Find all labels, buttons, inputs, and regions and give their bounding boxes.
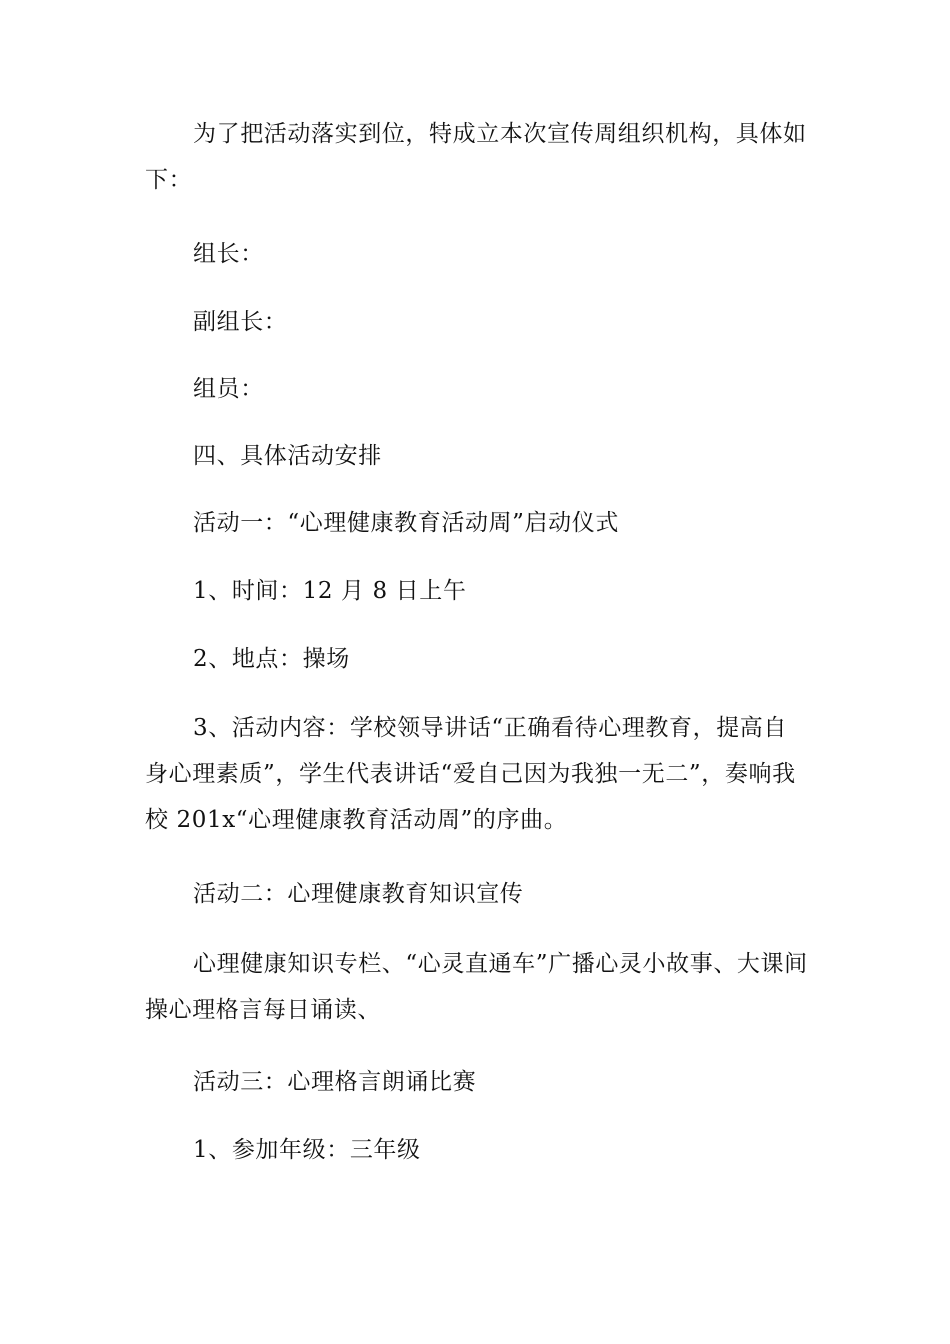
paragraph-members: 组员：	[193, 376, 264, 402]
paragraph-deputy-leader: 副组长：	[193, 309, 288, 335]
activity-one-time: 1、时间：12 月 8 日上午	[193, 578, 467, 604]
section-heading-activity-arrangement: 四、具体活动安排	[193, 443, 382, 469]
activity-one-location: 2、地点：操场	[193, 646, 350, 672]
activity-one-content: 3、活动内容：学校领导讲话“正确看待心理教育，提高自身心理素质”，学生代表讲话“爱自己因为我独一无二”，奏响我校 201x“心理健康教育活动周”的序曲。	[145, 715, 796, 833]
activity-two-title: 活动二：心理健康教育知识宣传	[193, 881, 524, 907]
activity-three-grade: 1、参加年级：三年级	[193, 1137, 421, 1163]
activity-two-content: 心理健康知识专栏、“心灵直通车”广播心灵小故事、大课间操心理格言每日诵读、	[145, 951, 808, 1023]
activity-one-title: 活动一：“心理健康教育活动周”启动仪式	[193, 510, 619, 536]
paragraph-organization-intro: 为了把活动落实到位，特成立本次宣传周组织机构，具体如下：	[145, 121, 807, 193]
paragraph-group-leader: 组长：	[193, 241, 264, 267]
activity-three-title: 活动三：心理格言朗诵比赛	[193, 1069, 477, 1095]
